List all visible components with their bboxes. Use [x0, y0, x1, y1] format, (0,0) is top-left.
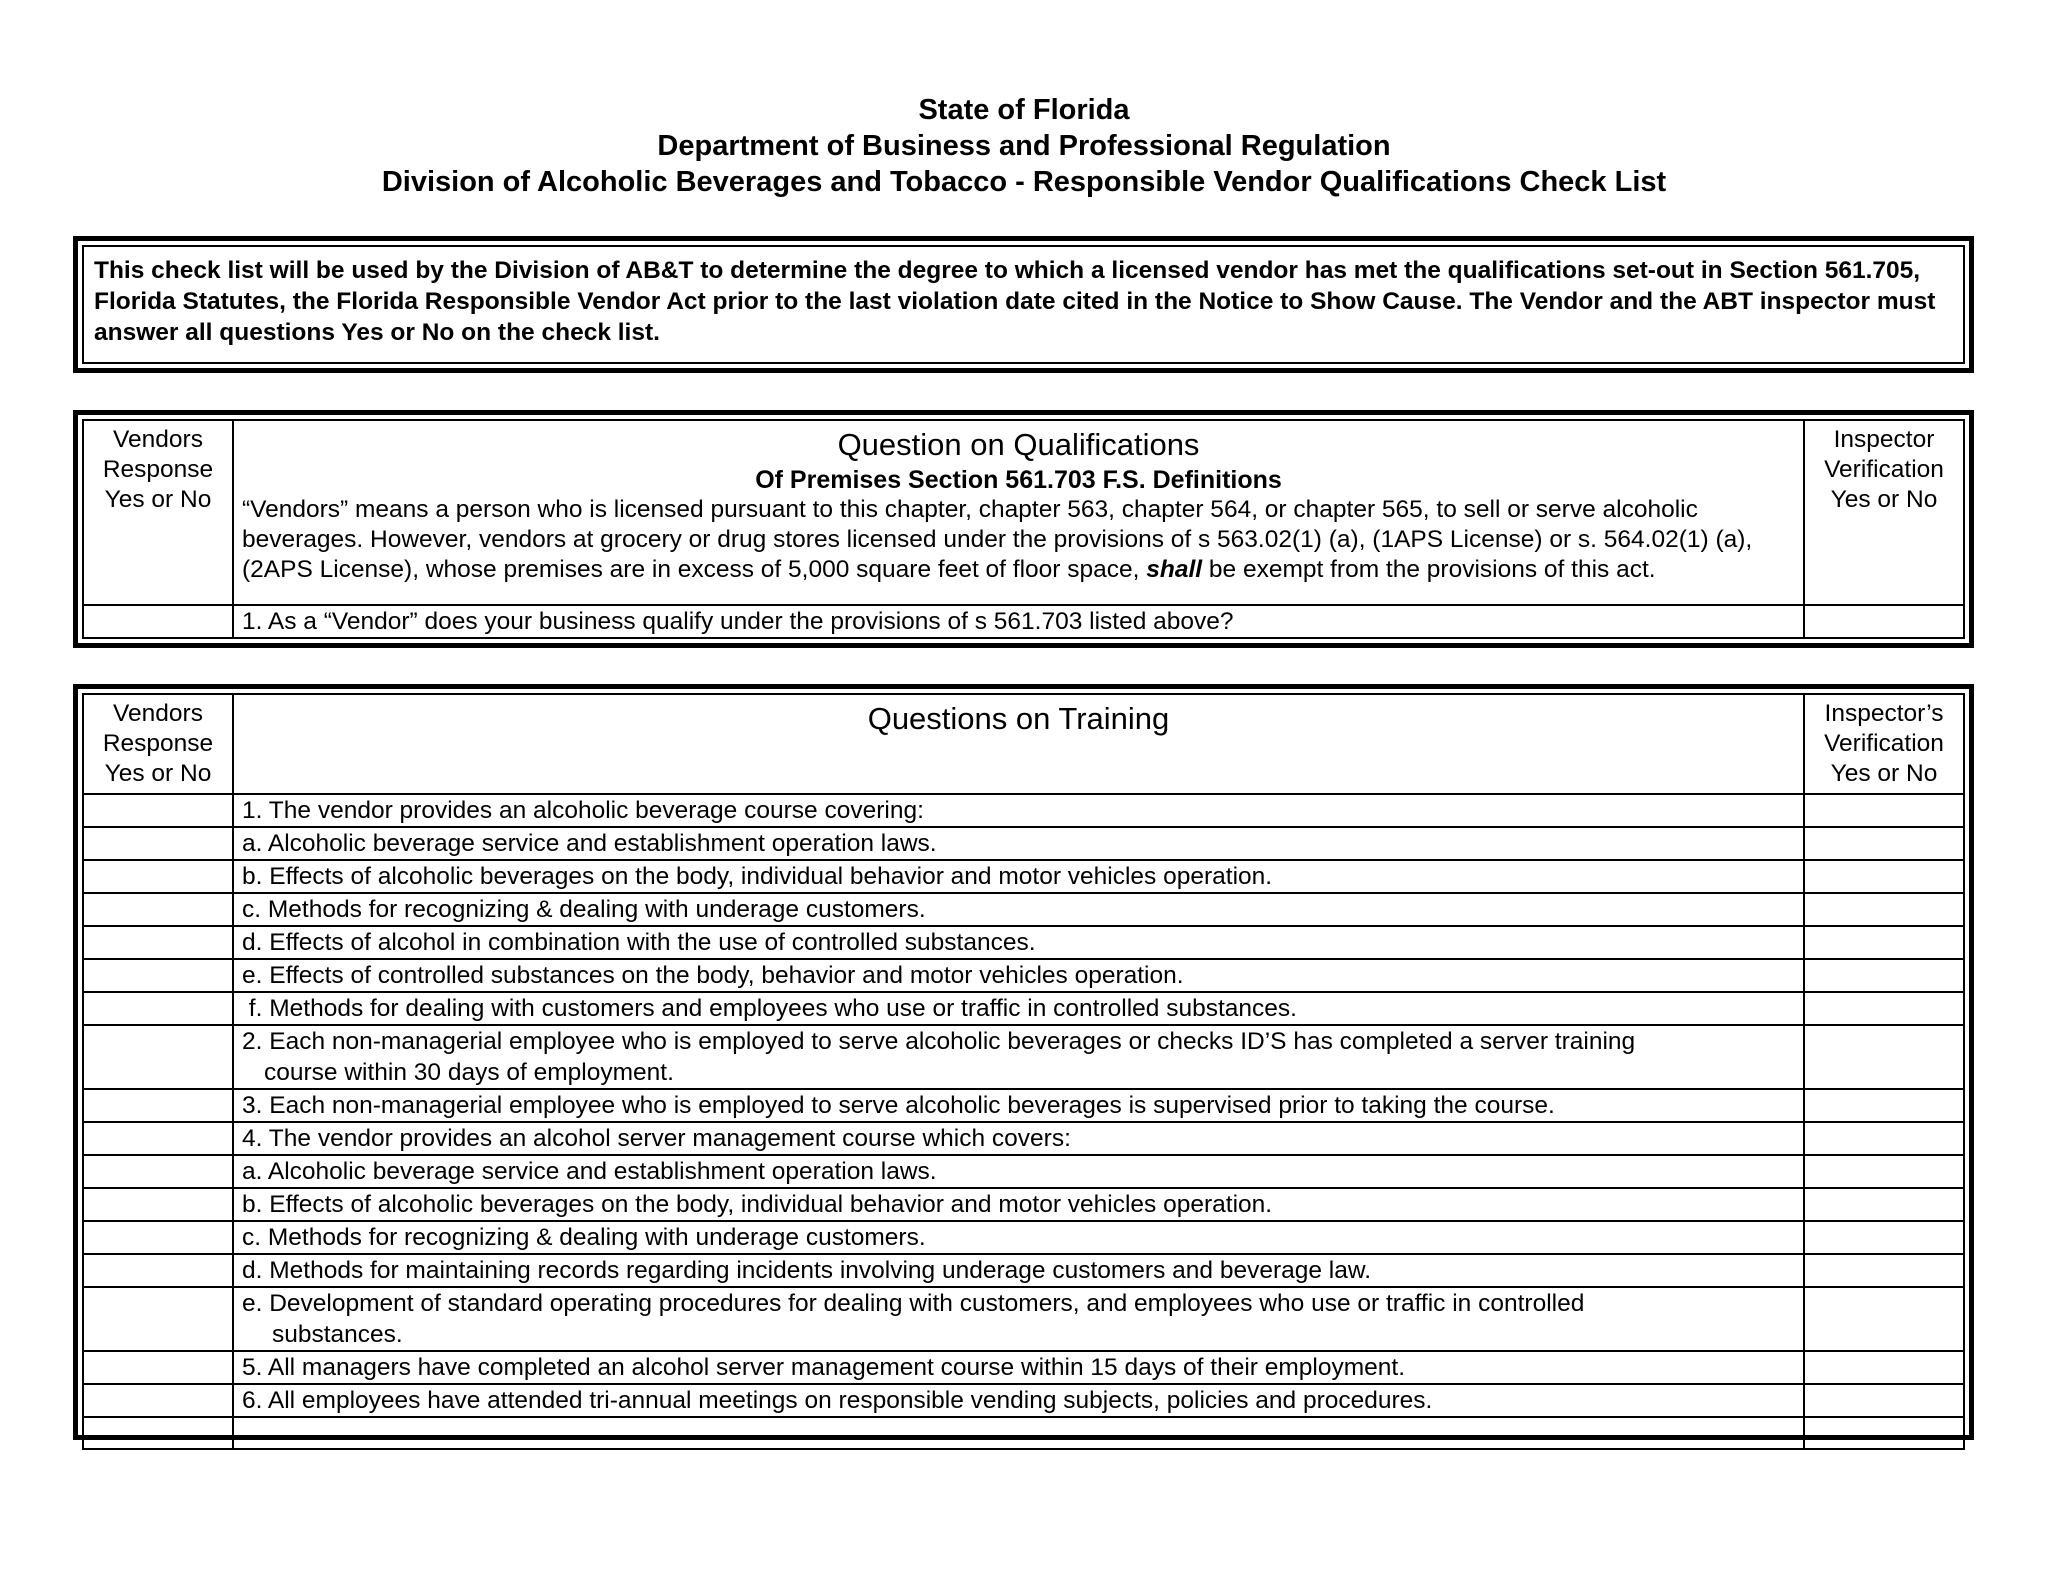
inspector-answer-cell[interactable]: [1804, 992, 1964, 1025]
vendor-answer-cell[interactable]: [83, 1188, 233, 1221]
inspector-answer-cell[interactable]: [1804, 827, 1964, 860]
training-question: f. Methods for dealing with customers and employees who use or traffic in controlled substances.: [233, 992, 1804, 1025]
training-question: b. Effects of alcoholic beverages on the body, individual behavior and motor vehicles operation.: [233, 860, 1804, 893]
training-question: b. Effects of alcoholic beverages on the body, individual behavior and motor vehicles operation.: [233, 1188, 1804, 1221]
vendor-answer-cell[interactable]: [83, 992, 233, 1025]
question-line: 2. Each non-managerial employee who is employed to serve alcoholic beverages or checks ID’S has completed a server training: [242, 1028, 1636, 1055]
definition-emphasis: shall: [1146, 556, 1203, 583]
training-question: 6. All employees have attended tri-annual meetings on responsible vending subjects, policies and procedures.: [233, 1384, 1804, 1417]
inspector-answer-cell[interactable]: [1804, 1089, 1964, 1122]
training-question: a. Alcoholic beverage service and establishment operation laws.: [233, 1155, 1804, 1188]
qualification-question-1: 1. As a “Vendor” does your business qualify under the provisions of s 561.703 listed above?: [233, 605, 1804, 638]
training-question: c. Methods for recognizing & dealing with underage customers.: [233, 1221, 1804, 1254]
vendor-answer-cell[interactable]: [83, 860, 233, 893]
inspector-answer-cell[interactable]: [1804, 1122, 1964, 1155]
vendor-answer-cell[interactable]: [83, 1122, 233, 1155]
vendor-answer-cell[interactable]: [83, 1384, 233, 1417]
header-department: Department of Business and Professional Regulation: [657, 130, 1391, 162]
training-question: [233, 1025, 1804, 1089]
qualifications-table: [82, 419, 1965, 639]
inspector-answer-cell[interactable]: [1804, 1155, 1964, 1188]
question-line-continued: course within 30 days of employment.: [264, 1059, 674, 1086]
qualifications-subtitle: Of Premises Section 561.703 F.S. Definitions: [755, 466, 1282, 494]
vendor-answer-cell[interactable]: [83, 605, 233, 638]
qualifications-table-box: [73, 410, 1974, 648]
inspector-answer-cell[interactable]: [1804, 959, 1964, 992]
vendor-answer-cell[interactable]: [83, 959, 233, 992]
training-question: d. Effects of alcohol in combination with the use of controlled substances.: [233, 926, 1804, 959]
definition-part1: “Vendors” means a person who is licensed pursuant to this chapter, chapter 563, chapter 564, or chapter 565, to sell or serve alcoholic beverages. However, vendors at grocery or drug stores licensed under the provisions of s 563.02(1) (a), (1APS License) or s. 564.02(1) (a), (2APS License), whose premises are in excess of 5,000 square feet of floor space,: [242, 496, 1753, 583]
qualifications-header-cell: [233, 420, 1804, 605]
vendor-response-header: Vendors Response Yes or No: [83, 694, 233, 794]
inspector-answer-cell[interactable]: [1804, 1221, 1964, 1254]
training-question: 4. The vendor provides an alcohol server management course which covers:: [233, 1122, 1804, 1155]
question-line: e. Development of standard operating procedures for dealing with customers, and employees who use or traffic in controlled: [242, 1290, 1585, 1317]
inspector-verification-header: Inspector’s Verification Yes or No: [1804, 694, 1964, 794]
inspector-answer-cell[interactable]: [1804, 1188, 1964, 1221]
training-question: 3. Each non-managerial employee who is employed to serve alcoholic beverages is supervised prior to taking the course.: [233, 1089, 1804, 1122]
training-question: e. Effects of controlled substances on the body, behavior and motor vehicles operation.: [233, 959, 1804, 992]
vendor-answer-cell[interactable]: [83, 794, 233, 827]
training-question: 5. All managers have completed an alcohol server management course within 15 days of their employment.: [233, 1351, 1804, 1384]
definition-part2: be exempt from the provisions of this act.: [1208, 556, 1656, 583]
vendor-answer-cell[interactable]: [83, 1254, 233, 1287]
question-line-continued: substances.: [272, 1321, 403, 1348]
inspector-answer-cell[interactable]: [1804, 1287, 1964, 1351]
inspector-answer-cell[interactable]: [1804, 1351, 1964, 1384]
inspector-answer-cell[interactable]: [1804, 1025, 1964, 1089]
blank-row-cell: [233, 1417, 1804, 1449]
training-table: [82, 693, 1965, 1450]
vendor-answer-cell[interactable]: [83, 827, 233, 860]
vendor-answer-cell[interactable]: [83, 1351, 233, 1384]
vendor-answer-cell[interactable]: [83, 1287, 233, 1351]
instructions-text: This check list will be used by the Division of AB&T to determine the degree to which a licensed vendor has met the qualifications set-out in Section 561.705, Florida Statutes, the Florida Responsible Vendor Act prior to the last violation date cited in the Notice to Show Cause. The Vendor and the ABT inspector must answer all questions Yes or No on the check list.: [82, 245, 1965, 364]
vendor-response-header: Vendors Response Yes or No: [83, 420, 233, 605]
training-question: a. Alcoholic beverage service and establishment operation laws.: [233, 827, 1804, 860]
vendor-answer-cell[interactable]: [83, 1025, 233, 1089]
vendor-answer-cell[interactable]: [83, 926, 233, 959]
inspector-answer-cell[interactable]: [1804, 1384, 1964, 1417]
qualifications-title: Question on Qualifications: [837, 427, 1200, 462]
inspector-answer-cell[interactable]: [1804, 893, 1964, 926]
training-title: Questions on Training: [867, 701, 1170, 736]
header-division-title: Division of Alcoholic Beverages and Tobacco - Responsible Vendor Qualifications Check List: [381, 166, 1667, 198]
training-question: d. Methods for maintaining records regarding incidents involving underage customers and beverage law.: [233, 1254, 1804, 1287]
vendor-answer-cell[interactable]: [83, 1221, 233, 1254]
instructions-box: [73, 236, 1974, 373]
vendor-answer-cell[interactable]: [83, 1089, 233, 1122]
inspector-answer-cell[interactable]: [1804, 926, 1964, 959]
vendor-answer-cell[interactable]: [83, 1417, 233, 1449]
training-header-cell: [233, 694, 1804, 794]
training-table-box: [73, 684, 1974, 1440]
vendor-answer-cell[interactable]: [83, 893, 233, 926]
vendor-answer-cell[interactable]: [83, 1155, 233, 1188]
header-state: State of Florida: [918, 94, 1130, 126]
inspector-answer-cell[interactable]: [1804, 1417, 1964, 1449]
training-question: 1. The vendor provides an alcoholic beverage course covering:: [233, 794, 1804, 827]
inspector-answer-cell[interactable]: [1804, 794, 1964, 827]
document-header: [0, 92, 2048, 200]
inspector-answer-cell[interactable]: [1804, 605, 1964, 638]
inspector-verification-header: Inspector Verification Yes or No: [1804, 420, 1964, 605]
inspector-answer-cell[interactable]: [1804, 1254, 1964, 1287]
training-question: [233, 1287, 1804, 1351]
training-question: c. Methods for recognizing & dealing with underage customers.: [233, 893, 1804, 926]
vendor-definition: [242, 495, 1795, 587]
inspector-answer-cell[interactable]: [1804, 860, 1964, 893]
